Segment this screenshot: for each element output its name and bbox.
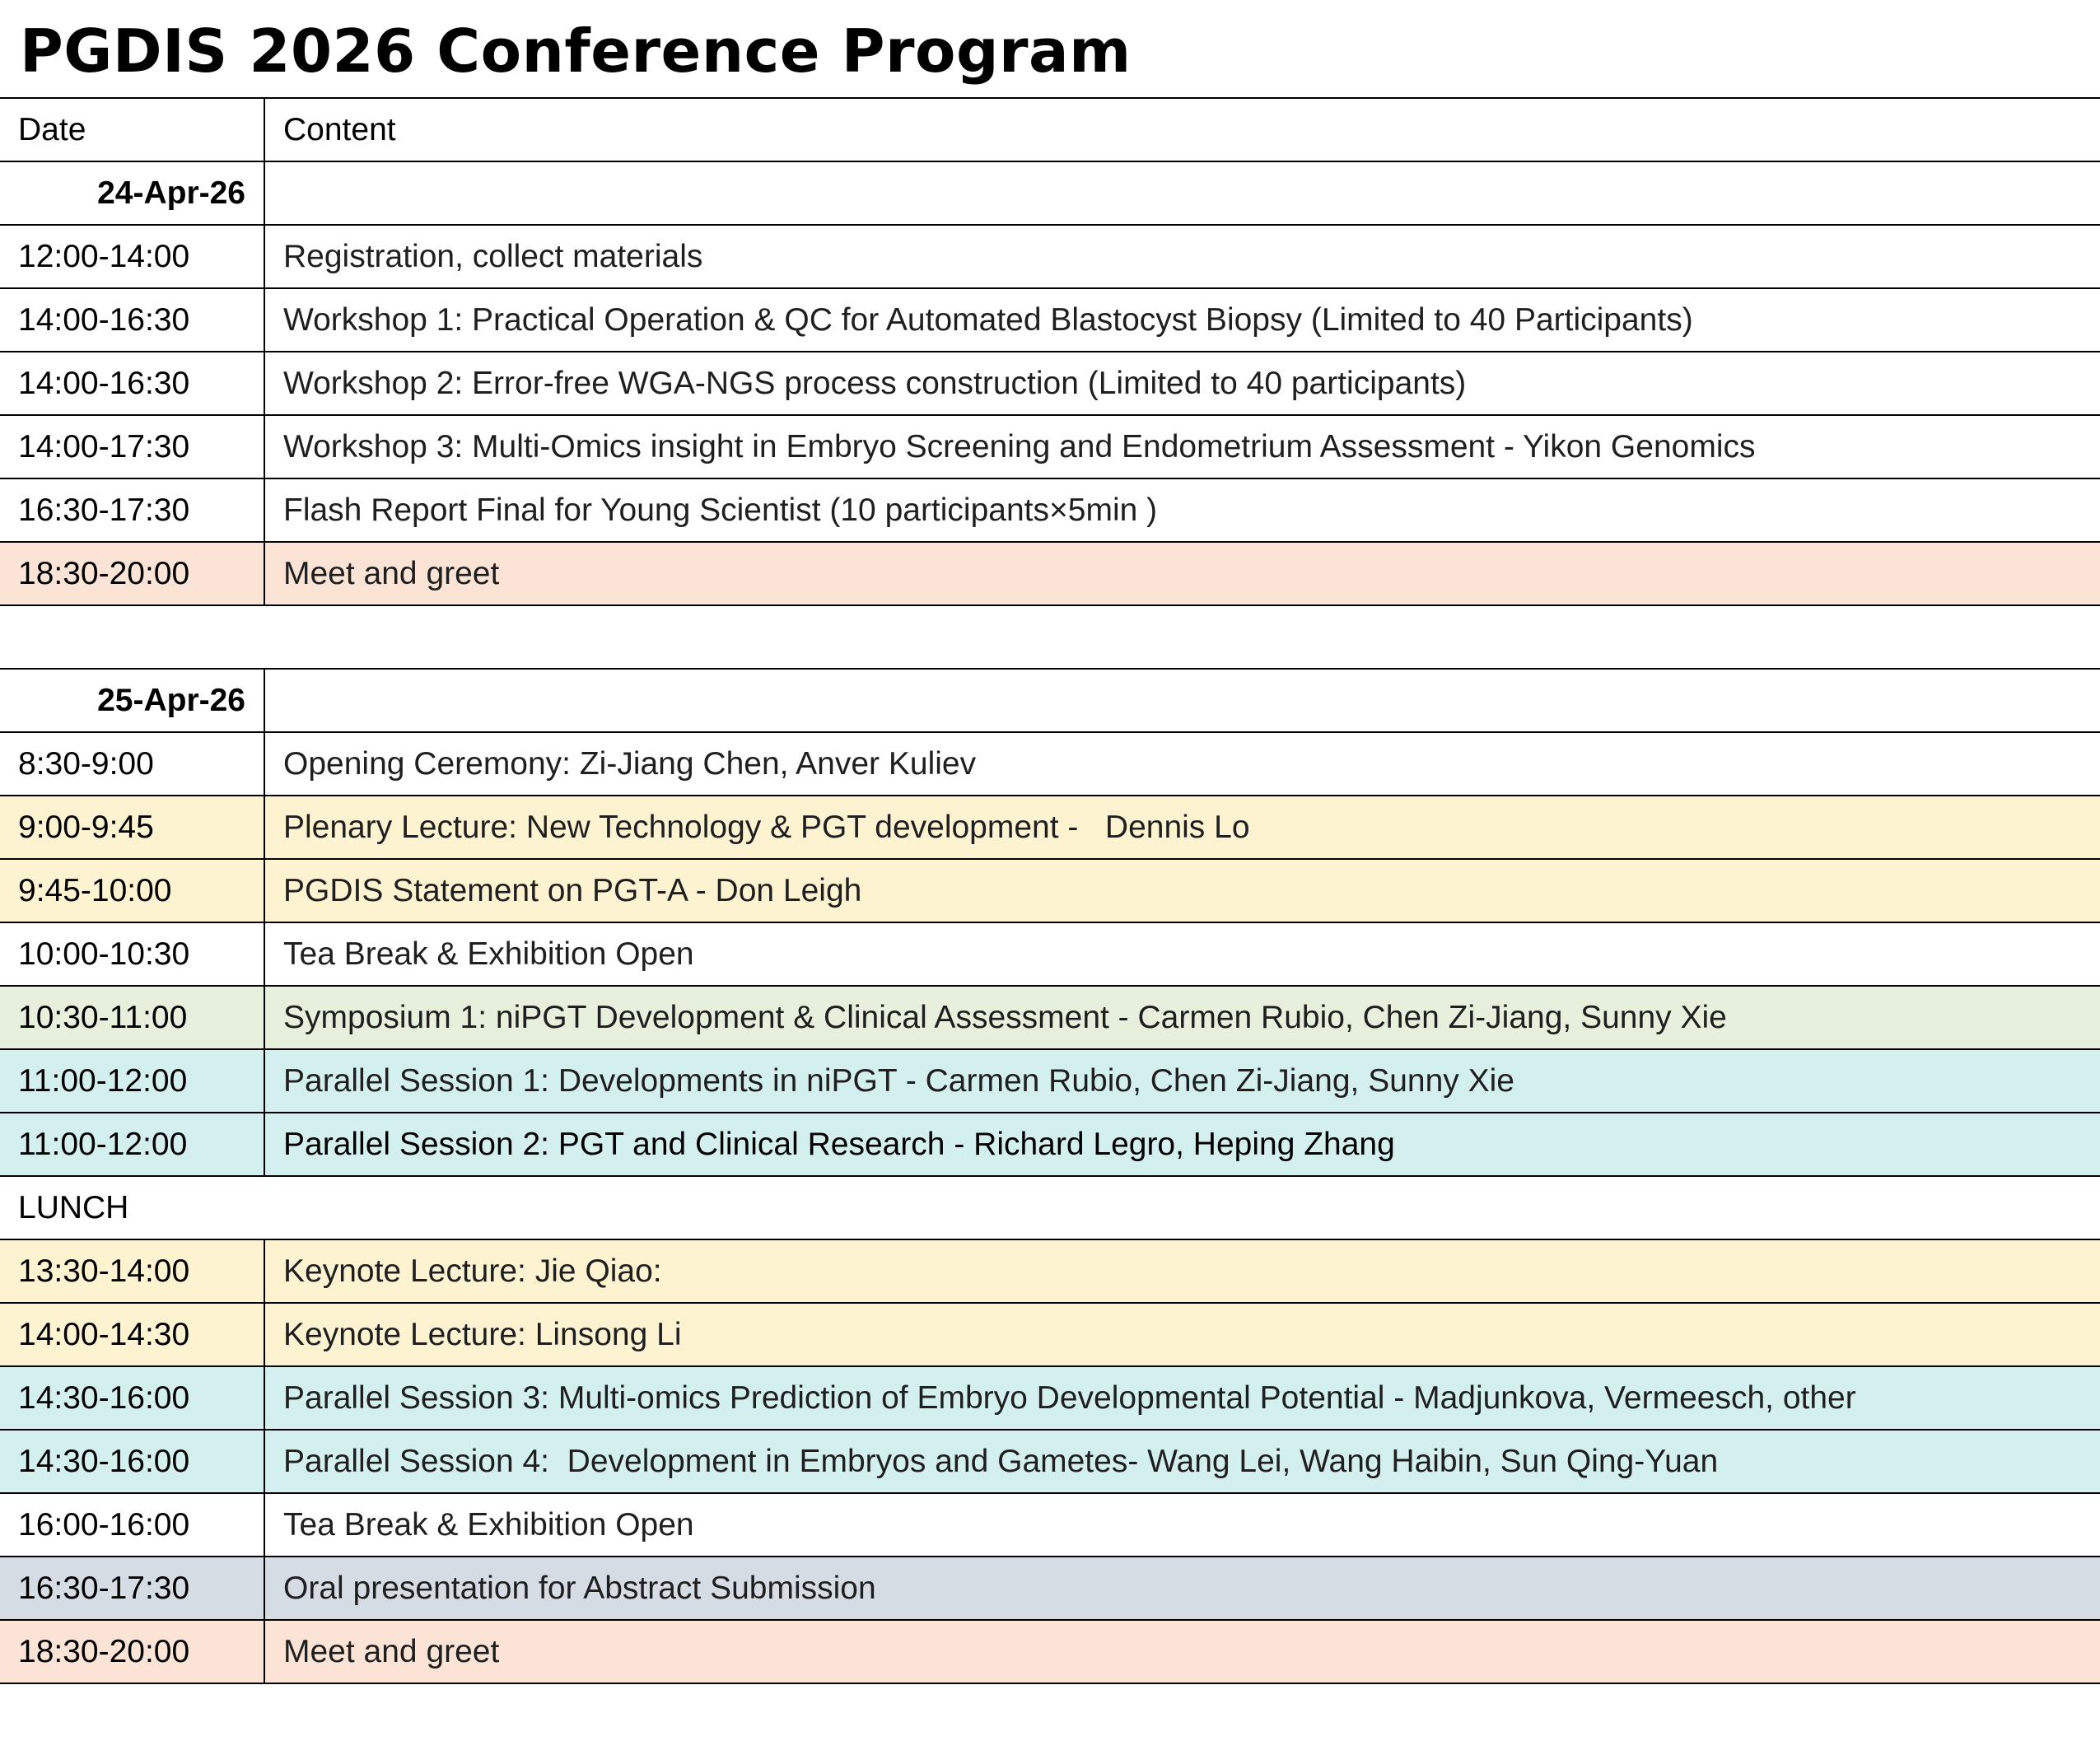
content-cell: Tea Break & Exhibition Open [283, 936, 694, 972]
schedule-row [0, 416, 2100, 479]
time-cell: 14:30-16:00 [0, 1367, 265, 1429]
content-cell: Plenary Lecture: New Technology & PGT development - Dennis Lo [283, 809, 1250, 845]
day1-date: 24-Apr-26 [0, 162, 265, 224]
time-cell: 12:00-14:00 [0, 226, 265, 287]
content-cell: Keynote Lecture: Jie Qiao: [283, 1253, 662, 1289]
content-cell: Flash Report Final for Young Scientist (10 participants×5min ) [283, 492, 1158, 528]
schedule-row [0, 796, 2100, 860]
content-cell: Opening Ceremony: Zi-Jiang Chen, Anver Kuliev [283, 745, 977, 782]
day-header-row [0, 670, 2100, 733]
content-cell: Workshop 1: Practical Operation & QC for Automated Blastocyst Biopsy (Limited to 40 Participants) [283, 301, 1693, 338]
time-cell: 14:00-14:30 [0, 1304, 265, 1365]
content-cell: Parallel Session 4: Development in Embryos and Gametes- Wang Lei, Wang Haibin, Sun Qing-Yuan [283, 1443, 1719, 1479]
header-date: Date [0, 99, 265, 161]
time-cell: 14:00-17:30 [0, 416, 265, 478]
schedule-row [0, 289, 2100, 352]
header-row [0, 99, 2100, 162]
page-title: PGDIS 2026 Conference Program [20, 16, 1132, 86]
schedule-row [0, 1557, 2100, 1621]
content-cell: Workshop 3: Multi-Omics insight in Embryo Screening and Endometrium Assessment - Yikon Genomics [283, 428, 1756, 464]
time-cell: 16:30-17:30 [0, 479, 265, 541]
schedule-row [0, 1113, 2100, 1177]
spacer-cell [0, 606, 2100, 668]
content-cell: Meet and greet [283, 555, 500, 591]
time-cell: 18:30-20:00 [0, 1621, 265, 1683]
program-table [0, 97, 2100, 1684]
time-cell: 16:30-17:30 [0, 1557, 265, 1619]
time-cell: 18:30-20:00 [0, 543, 265, 604]
header-content: Content [283, 111, 396, 147]
schedule-row [0, 1494, 2100, 1557]
schedule-row [0, 733, 2100, 796]
time-cell: 11:00-12:00 [0, 1050, 265, 1112]
day1-empty [265, 162, 2100, 224]
content-cell: Symposium 1: niPGT Development & Clinical Assessment - Carmen Rubio, Chen Zi-Jiang, Sunny Xie [283, 999, 1727, 1035]
lunch-row [0, 1177, 2100, 1240]
content-cell: Oral presentation for Abstract Submission [283, 1570, 876, 1606]
day2-date: 25-Apr-26 [0, 670, 265, 731]
time-cell: 16:00-16:00 [0, 1494, 265, 1556]
time-cell: 9:00-9:45 [0, 796, 265, 858]
content-cell: Parallel Session 2: PGT and Clinical Research - Richard Legro, Heping Zhang [283, 1126, 1395, 1162]
schedule-row [0, 1304, 2100, 1367]
time-cell: 11:00-12:00 [0, 1113, 265, 1175]
schedule-row [0, 543, 2100, 606]
content-cell: Keynote Lecture: Linsong Li [283, 1316, 682, 1352]
content-cell: Registration, collect materials [283, 238, 703, 274]
time-cell: 14:30-16:00 [0, 1431, 265, 1492]
schedule-row [0, 923, 2100, 987]
spacer-row [0, 606, 2100, 670]
day-header-row [0, 162, 2100, 226]
schedule-row [0, 1240, 2100, 1304]
schedule-row [0, 1621, 2100, 1684]
content-cell: Workshop 2: Error-free WGA-NGS process construction (Limited to 40 participants) [283, 365, 1467, 401]
time-cell: 14:00-16:30 [0, 289, 265, 351]
content-cell: Parallel Session 1: Developments in niPGT - Carmen Rubio, Chen Zi-Jiang, Sunny Xie [283, 1062, 1514, 1099]
schedule-row [0, 860, 2100, 923]
schedule-row [0, 1431, 2100, 1494]
time-cell: 10:00-10:30 [0, 923, 265, 985]
schedule-row [0, 987, 2100, 1050]
lunch-label: LUNCH [18, 1189, 129, 1225]
content-cell: Meet and greet [283, 1633, 500, 1669]
time-cell: 9:45-10:00 [0, 860, 265, 922]
schedule-row [0, 479, 2100, 543]
time-cell: 14:00-16:30 [0, 352, 265, 414]
content-cell: Parallel Session 3: Multi-omics Prediction of Embryo Developmental Potential - Madjunkova, Vermeesch, other [283, 1379, 1856, 1416]
content-cell: Tea Break & Exhibition Open [283, 1506, 694, 1543]
time-cell: 13:30-14:00 [0, 1240, 265, 1302]
schedule-row [0, 352, 2100, 416]
schedule-row [0, 226, 2100, 289]
schedule-row [0, 1367, 2100, 1431]
schedule-row [0, 1050, 2100, 1113]
day2-empty [265, 670, 2100, 731]
time-cell: 10:30-11:00 [0, 987, 265, 1048]
content-cell: PGDIS Statement on PGT-A - Don Leigh [283, 872, 862, 908]
time-cell: 8:30-9:00 [0, 733, 265, 795]
